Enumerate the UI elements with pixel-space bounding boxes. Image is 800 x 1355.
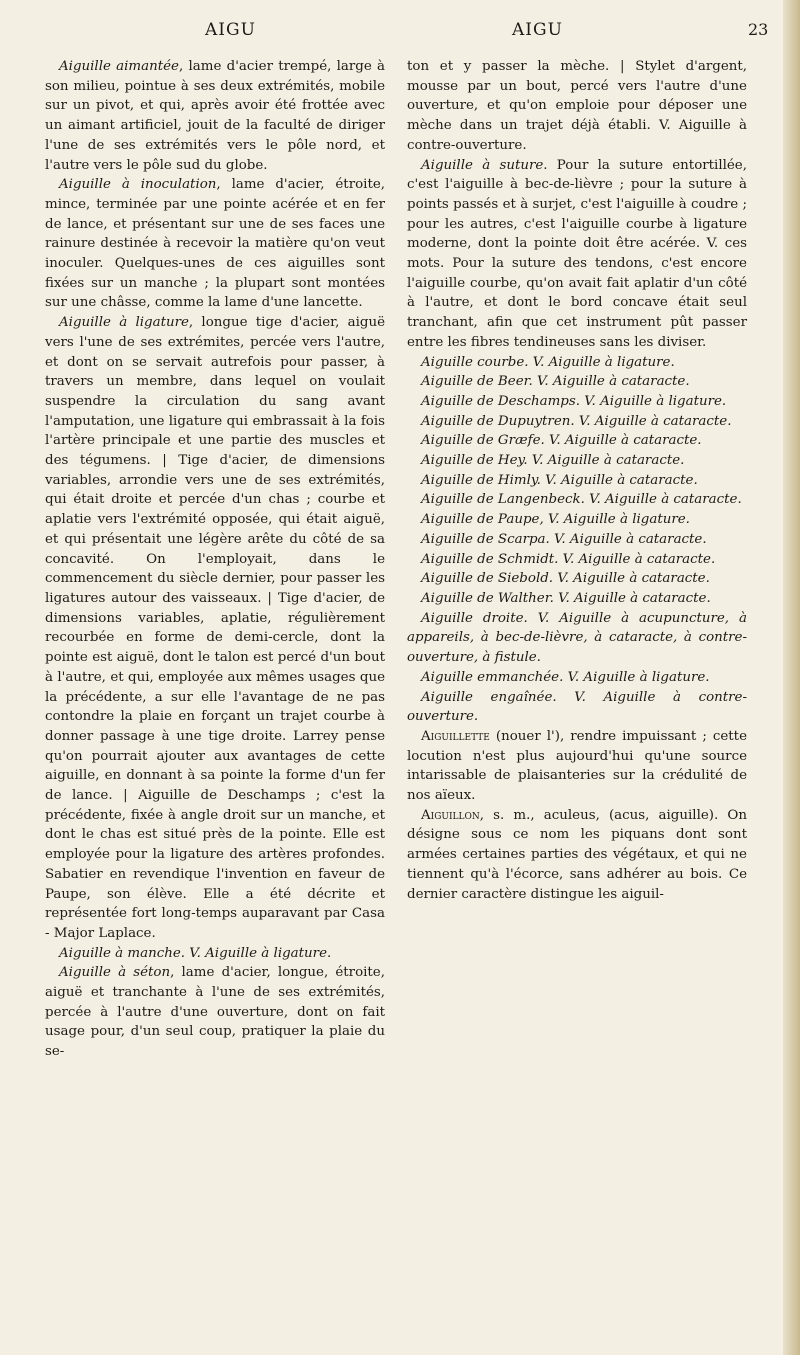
entry: Aiguille de Deschamps. V. Aiguille à ligature. xyxy=(421,393,727,409)
entry: Aiguille de Græfe. V. Aiguille à cataracte. xyxy=(421,433,702,449)
entry: Aiguille de Scarpa. V. Aiguille à cataracte. xyxy=(421,531,707,547)
entry: Aiguille à manche. V. Aiguille à ligature. xyxy=(59,945,332,961)
entry-continuation: ton et y passer la mèche. | Stylet d'argent, mousse par un bout, percé vers l'autre d'une ouverture, et qu'on emploie pour déposer une mèche dans un trajet déjà établi. V. Aiguille à contre-ouverture. xyxy=(407,59,747,153)
entry: Aiguille de Himly. V. Aiguille à cataracte. xyxy=(421,472,698,488)
entry: Aiguillon, s. m., aculeus, (acus, aiguille). On désigne sous ce nom les piquans dont sont armées certaines parties des végétaux, et qui ne tiennent qu'à l'écorce, sans adhérer au bois. Ce dernier caractère distingue les aiguil- xyxy=(407,807,747,902)
entry: Aiguille de Beer. V. Aiguille à cataracte. xyxy=(421,374,690,390)
right-column xyxy=(407,57,747,904)
entry: Aiguille à inoculation, lame d'acier, étroite, mince, terminée par une pointe acérée et en fer de lance, et présentant sur une de ses faces une rainure destinée à recevoir la matière qu'on veut inoculer. Quelques-unes de ces aiguilles sont fixées sur un manche ; la plupart sont montées sur une châsse, comme la lame d'une lancette. xyxy=(45,177,385,311)
entry: Aiguille à suture. Pour la suture entortillée, c'est l'aiguille à bec-de-lièvre ; pour la suture à points passés et à surjet, c'est l'aiguille à coudre ; pour les autres, c'est l'aiguille courbe à ligature moderne, dont la pointe doit être acérée. V. ces mots. Pour la suture des tendons, c'est encore l'aiguille courbe, qu'on avait fait aplatir d'un côté à l'autre, et dont le bord concave était seul tranchant, afin que cet instrument pût passer entre les fibres tendineuses sans les diviser. xyxy=(407,157,747,350)
left-running-title: AIGU xyxy=(205,20,256,40)
running-header xyxy=(0,20,800,50)
entry: Aiguille à ligature, longue tige d'acier, aiguë vers l'une de ses extrémites, percée vers l'autre, et dont on se servait autrefois pour passer, à travers un membre, dans lequel on voulait suspendre la circulation du sang avant l'amputation, une ligature qui embrassait à la fois l'artère principale et une partie des muscles et des tégumens. | Tige d'acier, de dimensions variables, arrondie vers une de ses extrémités, qui était droite et percée d'un chas ; courbe et aplatie vers l'extrémité opposée, qui était aiguë, et qui présentait une légère arête du côté de sa concavité. On l'employait, dans le commencement du siècle dernier, pour passer les ligatures autour des vaisseaux. | Tige d'acier, de dimensions variables, aplatie, régulièrement recourbée en forme de demi-cercle, dont la pointe est aiguë, dont le talon est percé d'un bout à l'autre, et qui, employée aux mêmes usages que la précédente, a sur elle l'avantage de ne pas contondre la plaie en forçant un trajet courbe à donner passage à une tige droite. Larrey pense qu'on pourrait ajouter aux avantages de cette aiguille, en donnant à sa pointe la forme d'un fer de lance. | Aiguille de Deschamps ; c'est la précédente, fixée à angle droit sur un manche, et dont le chas est situé près de la pointe. Elle est employée pour la ligature des artères profondes. Sabatier en revendique l'invention en faveur de Paupe, son élève. Elle a été décrite et représentée fort long-temps auparavant par Casa - Major Laplace. xyxy=(45,315,386,941)
entry: Aiguille de Siebold. V. Aiguille à cataracte. xyxy=(421,571,710,587)
right-running-title: AIGU xyxy=(512,20,563,40)
entry: Aiguille courbe. V. Aiguille à ligature. xyxy=(421,354,675,370)
entry: Aiguille droite. V. Aiguille à acupuncture, à appareils, à bec-de-lièvre, à cataracte, à contre-ouverture, à fistule. xyxy=(407,610,747,666)
entry: Aiguille aimantée, lame d'acier trempé, large à son milieu, pointue à ses deux extrémités, mobile sur un pivot, et qui, après avoir été frottée avec un aimant artificiel, jouit de la faculté de diriger l'une de ses extrémités vers le pôle nord, et l'autre vers le pôle sud du globe. xyxy=(45,59,386,173)
entry: Aiguille emmanchée. V. Aiguille à ligature. xyxy=(421,669,710,685)
entry: Aiguille de Schmidt. V. Aiguille à cataracte. xyxy=(421,551,716,567)
entry: Aiguille de Hey. V. Aiguille à cataracte. xyxy=(421,453,685,469)
page-number: 23 xyxy=(748,20,769,39)
page-edge xyxy=(783,0,800,1355)
entry: Aiguille de Langenbeck. V. Aiguille à cataracte. xyxy=(421,492,742,508)
entry: Aiguillette (nouer l'), rendre impuissant ; cette locution n'est plus aujourd'hui qu'une source intarissable de plaisanteries sur la crédulité de nos aïeux. xyxy=(407,728,747,804)
entry: Aiguille de Dupuytren. V. Aiguille à cataracte. xyxy=(421,413,732,429)
entry: Aiguille de Paupe, V. Aiguille à ligature. xyxy=(421,512,690,528)
entry: Aiguille engaînée. V. Aiguille à contre-ouverture. xyxy=(407,689,747,725)
entry: Aiguille de Walther. V. Aiguille à cataracte. xyxy=(421,590,711,606)
left-column xyxy=(45,57,385,1062)
entry: Aiguille à séton, lame d'acier, longue, étroite, aiguë et tranchante à l'une de ses extrémités, percée à l'autre d'une ouverture, dont on fait usage pour, d'un seul coup, pratiquer la plaie du se- xyxy=(45,965,385,1060)
